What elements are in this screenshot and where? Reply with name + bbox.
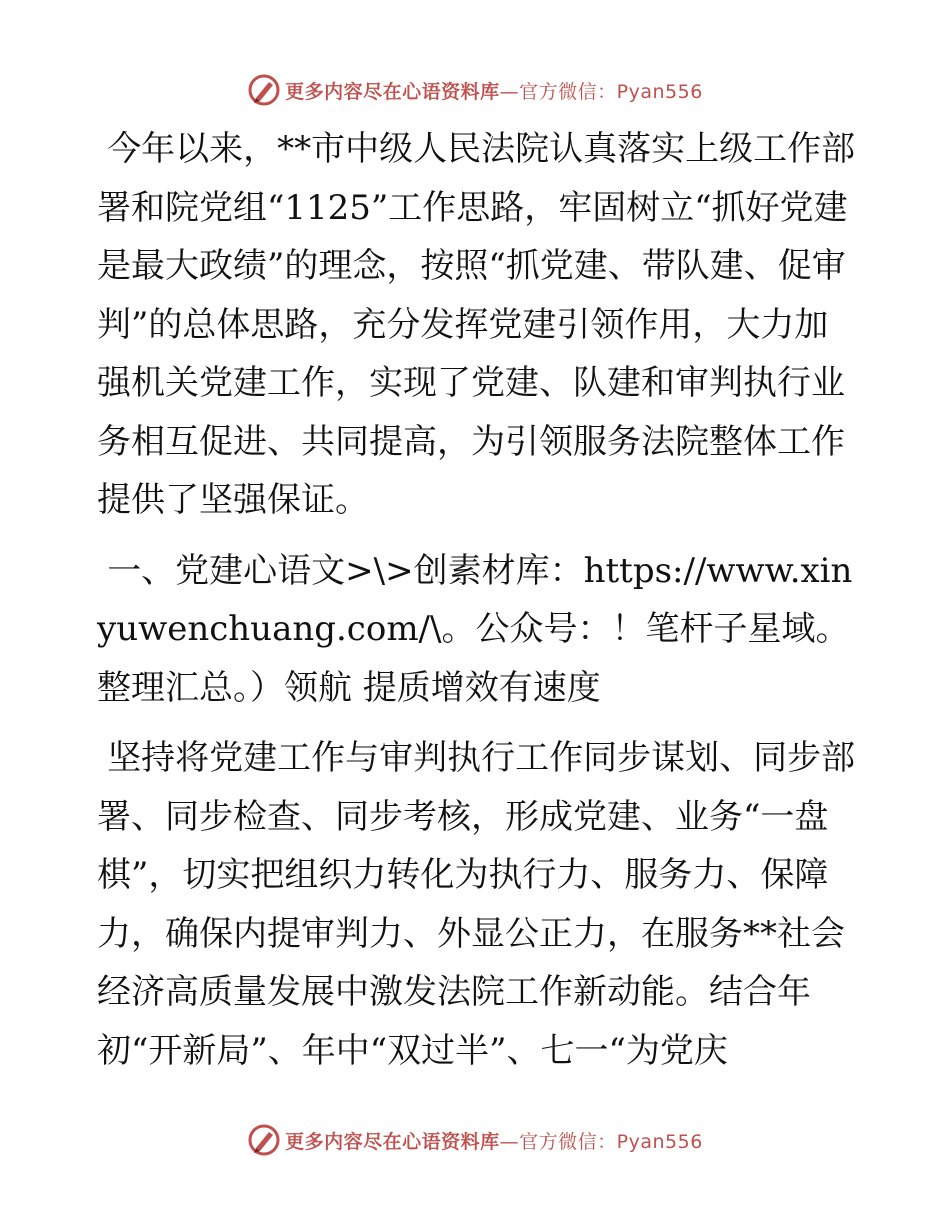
paragraph-intro: 今年以来，**市中级人民法院认真落实上级工作部署和院党组“1125”工作思路，牢固树立“抓好党建是最大政绩”的理念，按照“抓党建、带队建、促审判”的总体思路，充分发挥党建引领作用，大力加强机关党建工作，实现了党建、队建和审判执行业务相互促进、共同提高，为引领服务法院整体工作提供了坚强保证。 [97, 129, 856, 520]
footer-separator: — [499, 1130, 520, 1153]
header-brand-text: 更多内容尽在心语资料库 [285, 80, 500, 103]
paragraph-body: 坚持将党建工作与审判执行工作同步谋划、同步部署、同步检查、同步考核，形成党建、业务“一盘棋”，切实把组织力转化为执行力、服务力、保障力，确保内提审判力、外显公正力，在服务**社会经济高质量发展中激发法院工作新动能。结合年初“开新局”、年中“双过半”、七一“为党庆 [97, 738, 856, 1071]
footer-banner [0, 1120, 950, 1160]
footer-brand-text: 更多内容尽在心语资料库 [285, 1130, 500, 1153]
header-separator: — [499, 80, 520, 103]
pen-logo-icon [247, 1123, 281, 1157]
footer-wechat-text: 官方微信：Pyan556 [519, 1130, 703, 1153]
paragraph-section-heading: 一、党建心语文>\>创素材库：https://www.xinyuwenchuang.com/\。公众号：！笔杆子星域。整理汇总。）领航 提质增效有速度 [97, 550, 853, 708]
header-banner-text [285, 77, 703, 104]
header-wechat-text: 官方微信：Pyan556 [519, 80, 703, 103]
pen-logo-icon [247, 73, 281, 107]
document-body [97, 120, 857, 1092]
footer-banner-text [285, 1127, 703, 1154]
header-banner [0, 70, 950, 110]
